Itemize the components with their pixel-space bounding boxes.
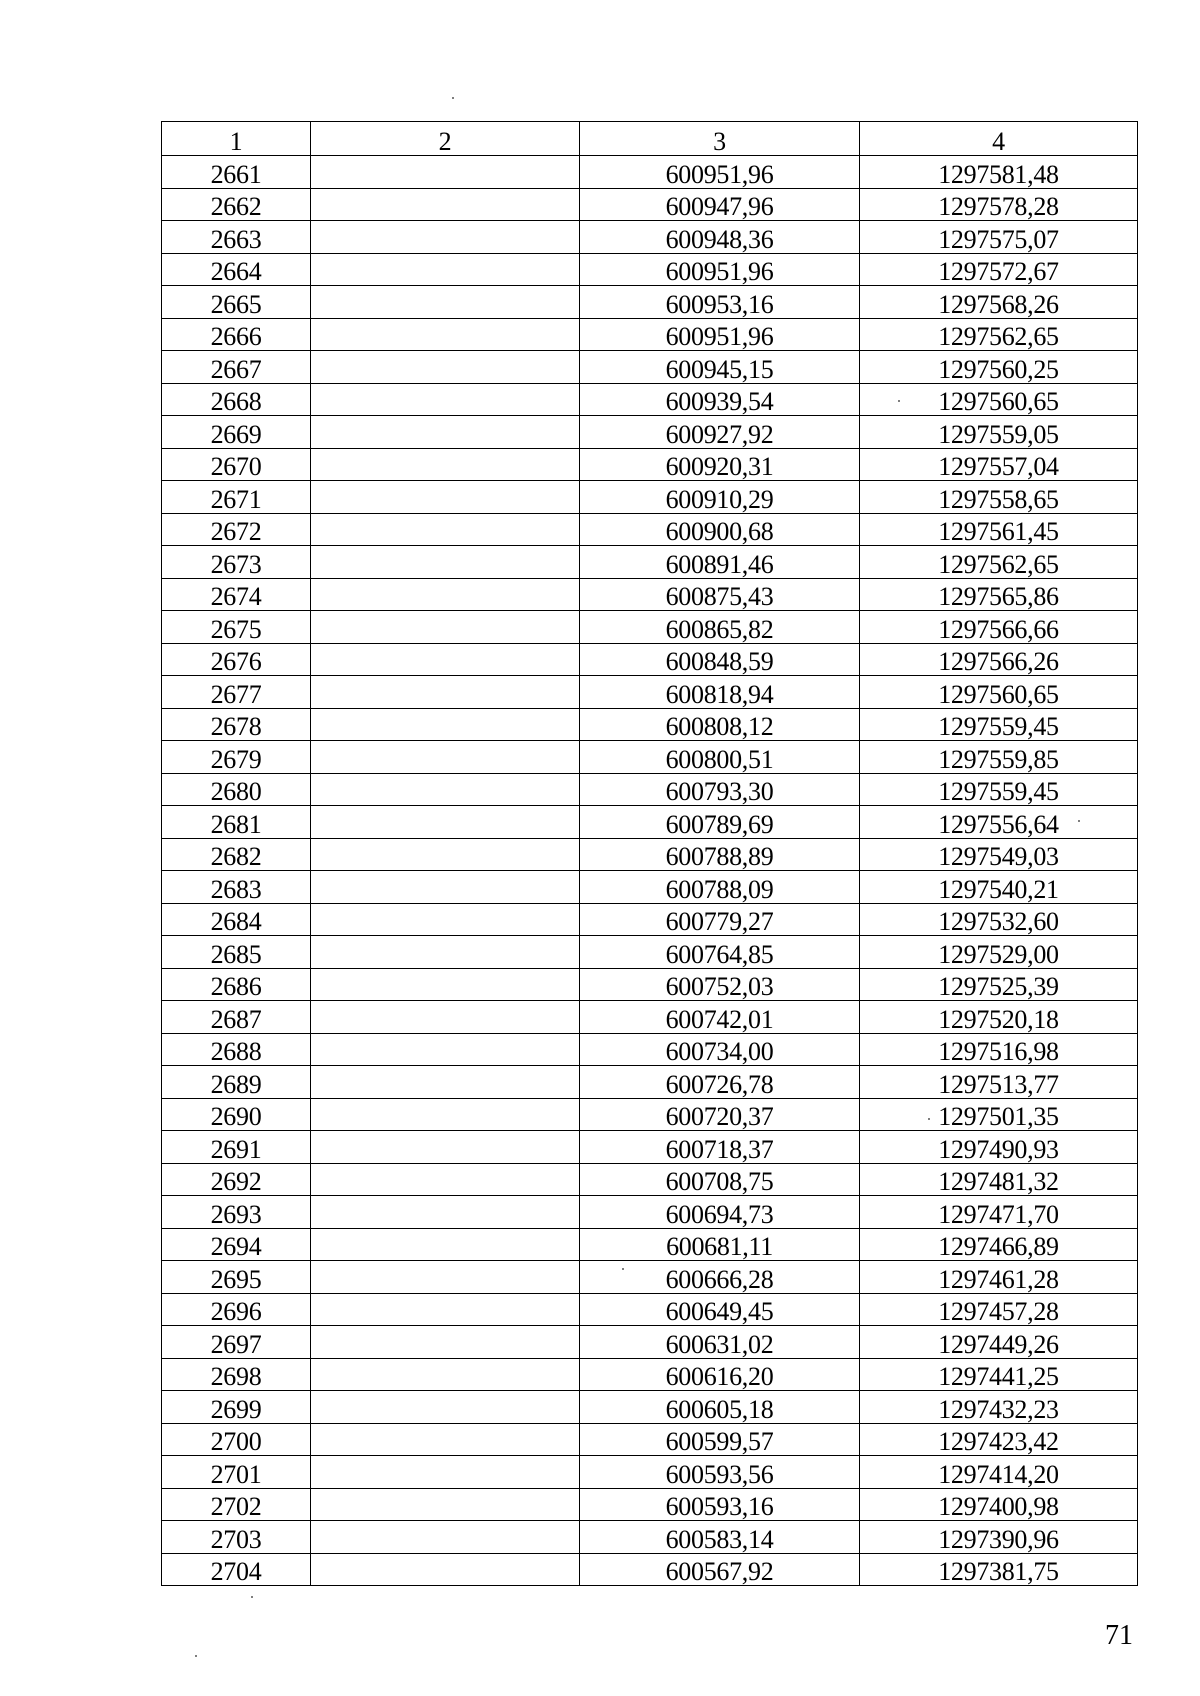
point-number-cell: 2665 [162, 286, 311, 319]
y-coordinate-cell: 1297381,75 [860, 1553, 1138, 1586]
name-cell [311, 1488, 580, 1521]
table-row [162, 513, 1138, 546]
name-cell [311, 1456, 580, 1489]
x-coordinate-cell: 600708,75 [580, 1163, 860, 1196]
point-number-cell: 2674 [162, 578, 311, 611]
y-coordinate-cell: 1297559,85 [860, 741, 1138, 774]
point-number-cell: 2678 [162, 708, 311, 741]
name-cell [311, 188, 580, 221]
table-row [162, 351, 1138, 384]
y-coordinate-cell: 1297471,70 [860, 1196, 1138, 1229]
name-cell [311, 611, 580, 644]
x-coordinate-cell: 600649,45 [580, 1293, 860, 1326]
table-row [162, 546, 1138, 579]
name-cell [311, 1001, 580, 1034]
name-cell [311, 448, 580, 481]
x-coordinate-cell: 600616,20 [580, 1358, 860, 1391]
x-coordinate-cell: 600848,59 [580, 643, 860, 676]
table-row [162, 1033, 1138, 1066]
point-number-cell: 2703 [162, 1521, 311, 1554]
x-coordinate-cell: 600742,01 [580, 1001, 860, 1034]
x-coordinate-cell: 600788,09 [580, 871, 860, 904]
y-coordinate-cell: 1297549,03 [860, 838, 1138, 871]
name-cell [311, 936, 580, 969]
table-row [162, 871, 1138, 904]
name-cell [311, 1131, 580, 1164]
name-cell [311, 676, 580, 709]
table-row [162, 1196, 1138, 1229]
table-row [162, 1001, 1138, 1034]
y-coordinate-cell: 1297559,45 [860, 708, 1138, 741]
point-number-cell: 2673 [162, 546, 311, 579]
table-row [162, 253, 1138, 286]
x-coordinate-cell: 600593,16 [580, 1488, 860, 1521]
x-coordinate-cell: 600951,96 [580, 318, 860, 351]
point-number-cell: 2677 [162, 676, 311, 709]
y-coordinate-cell: 1297516,98 [860, 1033, 1138, 1066]
name-cell [311, 416, 580, 449]
table-row [162, 936, 1138, 969]
table-row [162, 1423, 1138, 1456]
y-coordinate-cell: 1297540,21 [860, 871, 1138, 904]
x-coordinate-cell: 600752,03 [580, 968, 860, 1001]
x-coordinate-cell: 600789,69 [580, 806, 860, 839]
table-row [162, 156, 1138, 189]
y-coordinate-cell: 1297560,25 [860, 351, 1138, 384]
table-row [162, 968, 1138, 1001]
y-coordinate-cell: 1297556,64 [860, 806, 1138, 839]
table-row [162, 578, 1138, 611]
name-cell [311, 1293, 580, 1326]
name-cell [311, 1326, 580, 1359]
x-coordinate-cell: 600793,30 [580, 773, 860, 806]
table-row [162, 1553, 1138, 1586]
y-coordinate-cell: 1297581,48 [860, 156, 1138, 189]
x-coordinate-cell: 600875,43 [580, 578, 860, 611]
name-cell [311, 513, 580, 546]
point-number-cell: 2704 [162, 1553, 311, 1586]
point-number-cell: 2694 [162, 1228, 311, 1261]
point-number-cell: 2672 [162, 513, 311, 546]
x-coordinate-cell: 600694,73 [580, 1196, 860, 1229]
name-cell [311, 1358, 580, 1391]
y-coordinate-cell: 1297561,45 [860, 513, 1138, 546]
table-row [162, 773, 1138, 806]
table-row [162, 481, 1138, 514]
y-coordinate-cell: 1297490,93 [860, 1131, 1138, 1164]
x-coordinate-cell: 600779,27 [580, 903, 860, 936]
point-number-cell: 2686 [162, 968, 311, 1001]
point-number-cell: 2692 [162, 1163, 311, 1196]
y-coordinate-cell: 1297414,20 [860, 1456, 1138, 1489]
point-number-cell: 2688 [162, 1033, 311, 1066]
point-number-cell: 2663 [162, 221, 311, 254]
table-row [162, 1326, 1138, 1359]
x-coordinate-cell: 600631,02 [580, 1326, 860, 1359]
x-coordinate-cell: 600583,14 [580, 1521, 860, 1554]
y-coordinate-cell: 1297525,39 [860, 968, 1138, 1001]
point-number-cell: 2664 [162, 253, 311, 286]
table-body [162, 156, 1138, 1586]
table-row [162, 1456, 1138, 1489]
table-row [162, 1163, 1138, 1196]
y-coordinate-cell: 1297461,28 [860, 1261, 1138, 1294]
table-row [162, 188, 1138, 221]
y-coordinate-cell: 1297501,35 [860, 1098, 1138, 1131]
column-header-1: 1 [162, 122, 311, 156]
name-cell [311, 838, 580, 871]
table-row [162, 1228, 1138, 1261]
table-row [162, 383, 1138, 416]
name-cell [311, 1066, 580, 1099]
name-cell [311, 1163, 580, 1196]
name-cell [311, 806, 580, 839]
name-cell [311, 286, 580, 319]
scan-speck [251, 1596, 253, 1598]
x-coordinate-cell: 600865,82 [580, 611, 860, 644]
x-coordinate-cell: 600953,16 [580, 286, 860, 319]
point-number-cell: 2693 [162, 1196, 311, 1229]
coordinates-table [161, 121, 1138, 1586]
name-cell [311, 481, 580, 514]
x-coordinate-cell: 600764,85 [580, 936, 860, 969]
point-number-cell: 2690 [162, 1098, 311, 1131]
point-number-cell: 2682 [162, 838, 311, 871]
column-header-3: 3 [580, 122, 860, 156]
y-coordinate-cell: 1297441,25 [860, 1358, 1138, 1391]
x-coordinate-cell: 600567,92 [580, 1553, 860, 1586]
name-cell [311, 741, 580, 774]
name-cell [311, 773, 580, 806]
x-coordinate-cell: 600605,18 [580, 1391, 860, 1424]
table-row [162, 1261, 1138, 1294]
table-row [162, 643, 1138, 676]
point-number-cell: 2679 [162, 741, 311, 774]
x-coordinate-cell: 600599,57 [580, 1423, 860, 1456]
point-number-cell: 2666 [162, 318, 311, 351]
y-coordinate-cell: 1297578,28 [860, 188, 1138, 221]
name-cell [311, 1521, 580, 1554]
y-coordinate-cell: 1297562,65 [860, 318, 1138, 351]
name-cell [311, 318, 580, 351]
x-coordinate-cell: 600945,15 [580, 351, 860, 384]
scan-speck [622, 1268, 624, 1270]
point-number-cell: 2669 [162, 416, 311, 449]
point-number-cell: 2687 [162, 1001, 311, 1034]
x-coordinate-cell: 600951,96 [580, 253, 860, 286]
y-coordinate-cell: 1297565,86 [860, 578, 1138, 611]
scan-speck [195, 1655, 197, 1657]
name-cell [311, 1098, 580, 1131]
point-number-cell: 2668 [162, 383, 311, 416]
scan-speck [452, 97, 454, 99]
x-coordinate-cell: 600593,56 [580, 1456, 860, 1489]
point-number-cell: 2662 [162, 188, 311, 221]
y-coordinate-cell: 1297559,05 [860, 416, 1138, 449]
x-coordinate-cell: 600818,94 [580, 676, 860, 709]
point-number-cell: 2691 [162, 1131, 311, 1164]
table-row [162, 1131, 1138, 1164]
point-number-cell: 2697 [162, 1326, 311, 1359]
point-number-cell: 2695 [162, 1261, 311, 1294]
y-coordinate-cell: 1297449,26 [860, 1326, 1138, 1359]
name-cell [311, 1196, 580, 1229]
name-cell [311, 546, 580, 579]
point-number-cell: 2696 [162, 1293, 311, 1326]
name-cell [311, 156, 580, 189]
point-number-cell: 2661 [162, 156, 311, 189]
table-row [162, 903, 1138, 936]
y-coordinate-cell: 1297560,65 [860, 676, 1138, 709]
table-row [162, 611, 1138, 644]
x-coordinate-cell: 600726,78 [580, 1066, 860, 1099]
x-coordinate-cell: 600681,11 [580, 1228, 860, 1261]
x-coordinate-cell: 600734,00 [580, 1033, 860, 1066]
name-cell [311, 708, 580, 741]
y-coordinate-cell: 1297423,42 [860, 1423, 1138, 1456]
table-row [162, 806, 1138, 839]
x-coordinate-cell: 600951,96 [580, 156, 860, 189]
table-row [162, 1066, 1138, 1099]
y-coordinate-cell: 1297390,96 [860, 1521, 1138, 1554]
table-row [162, 1521, 1138, 1554]
y-coordinate-cell: 1297513,77 [860, 1066, 1138, 1099]
point-number-cell: 2676 [162, 643, 311, 676]
x-coordinate-cell: 600947,96 [580, 188, 860, 221]
y-coordinate-cell: 1297557,04 [860, 448, 1138, 481]
table-row [162, 416, 1138, 449]
point-number-cell: 2670 [162, 448, 311, 481]
point-number-cell: 2681 [162, 806, 311, 839]
y-coordinate-cell: 1297560,65 [860, 383, 1138, 416]
table-row [162, 1391, 1138, 1424]
table-row [162, 221, 1138, 254]
x-coordinate-cell: 600718,37 [580, 1131, 860, 1164]
point-number-cell: 2699 [162, 1391, 311, 1424]
point-number-cell: 2675 [162, 611, 311, 644]
x-coordinate-cell: 600720,37 [580, 1098, 860, 1131]
point-number-cell: 2702 [162, 1488, 311, 1521]
point-number-cell: 2680 [162, 773, 311, 806]
x-coordinate-cell: 600920,31 [580, 448, 860, 481]
name-cell [311, 1391, 580, 1424]
y-coordinate-cell: 1297559,45 [860, 773, 1138, 806]
y-coordinate-cell: 1297566,66 [860, 611, 1138, 644]
point-number-cell: 2685 [162, 936, 311, 969]
name-cell [311, 253, 580, 286]
name-cell [311, 351, 580, 384]
name-cell [311, 1228, 580, 1261]
x-coordinate-cell: 600900,68 [580, 513, 860, 546]
column-header-4: 4 [860, 122, 1138, 156]
name-cell [311, 1261, 580, 1294]
point-number-cell: 2700 [162, 1423, 311, 1456]
name-cell [311, 578, 580, 611]
point-number-cell: 2671 [162, 481, 311, 514]
table-row [162, 448, 1138, 481]
y-coordinate-cell: 1297562,65 [860, 546, 1138, 579]
scan-speck [1078, 820, 1080, 822]
y-coordinate-cell: 1297558,65 [860, 481, 1138, 514]
table-row [162, 676, 1138, 709]
table-row [162, 708, 1138, 741]
column-header-2: 2 [311, 122, 580, 156]
name-cell [311, 1423, 580, 1456]
point-number-cell: 2684 [162, 903, 311, 936]
y-coordinate-cell: 1297566,26 [860, 643, 1138, 676]
point-number-cell: 2701 [162, 1456, 311, 1489]
y-coordinate-cell: 1297520,18 [860, 1001, 1138, 1034]
point-number-cell: 2667 [162, 351, 311, 384]
name-cell [311, 968, 580, 1001]
x-coordinate-cell: 600808,12 [580, 708, 860, 741]
y-coordinate-cell: 1297432,23 [860, 1391, 1138, 1424]
y-coordinate-cell: 1297457,28 [860, 1293, 1138, 1326]
x-coordinate-cell: 600948,36 [580, 221, 860, 254]
table-header-row [162, 122, 1138, 156]
table-row [162, 1293, 1138, 1326]
scan-speck [928, 1118, 930, 1120]
table-row [162, 741, 1138, 774]
name-cell [311, 1033, 580, 1066]
name-cell [311, 643, 580, 676]
table-row [162, 1488, 1138, 1521]
table-row [162, 1358, 1138, 1391]
x-coordinate-cell: 600927,92 [580, 416, 860, 449]
scan-speck [898, 400, 900, 402]
name-cell [311, 903, 580, 936]
y-coordinate-cell: 1297466,89 [860, 1228, 1138, 1261]
table-row [162, 318, 1138, 351]
x-coordinate-cell: 600891,46 [580, 546, 860, 579]
name-cell [311, 221, 580, 254]
table-row [162, 1098, 1138, 1131]
y-coordinate-cell: 1297568,26 [860, 286, 1138, 319]
x-coordinate-cell: 600800,51 [580, 741, 860, 774]
y-coordinate-cell: 1297575,07 [860, 221, 1138, 254]
x-coordinate-cell: 600939,54 [580, 383, 860, 416]
y-coordinate-cell: 1297481,32 [860, 1163, 1138, 1196]
y-coordinate-cell: 1297572,67 [860, 253, 1138, 286]
point-number-cell: 2689 [162, 1066, 311, 1099]
y-coordinate-cell: 1297529,00 [860, 936, 1138, 969]
table-row [162, 838, 1138, 871]
y-coordinate-cell: 1297532,60 [860, 903, 1138, 936]
name-cell [311, 871, 580, 904]
x-coordinate-cell: 600666,28 [580, 1261, 860, 1294]
page-number: 71 [1105, 1620, 1133, 1651]
name-cell [311, 1553, 580, 1586]
x-coordinate-cell: 600910,29 [580, 481, 860, 514]
y-coordinate-cell: 1297400,98 [860, 1488, 1138, 1521]
point-number-cell: 2698 [162, 1358, 311, 1391]
name-cell [311, 383, 580, 416]
table-row [162, 286, 1138, 319]
x-coordinate-cell: 600788,89 [580, 838, 860, 871]
point-number-cell: 2683 [162, 871, 311, 904]
